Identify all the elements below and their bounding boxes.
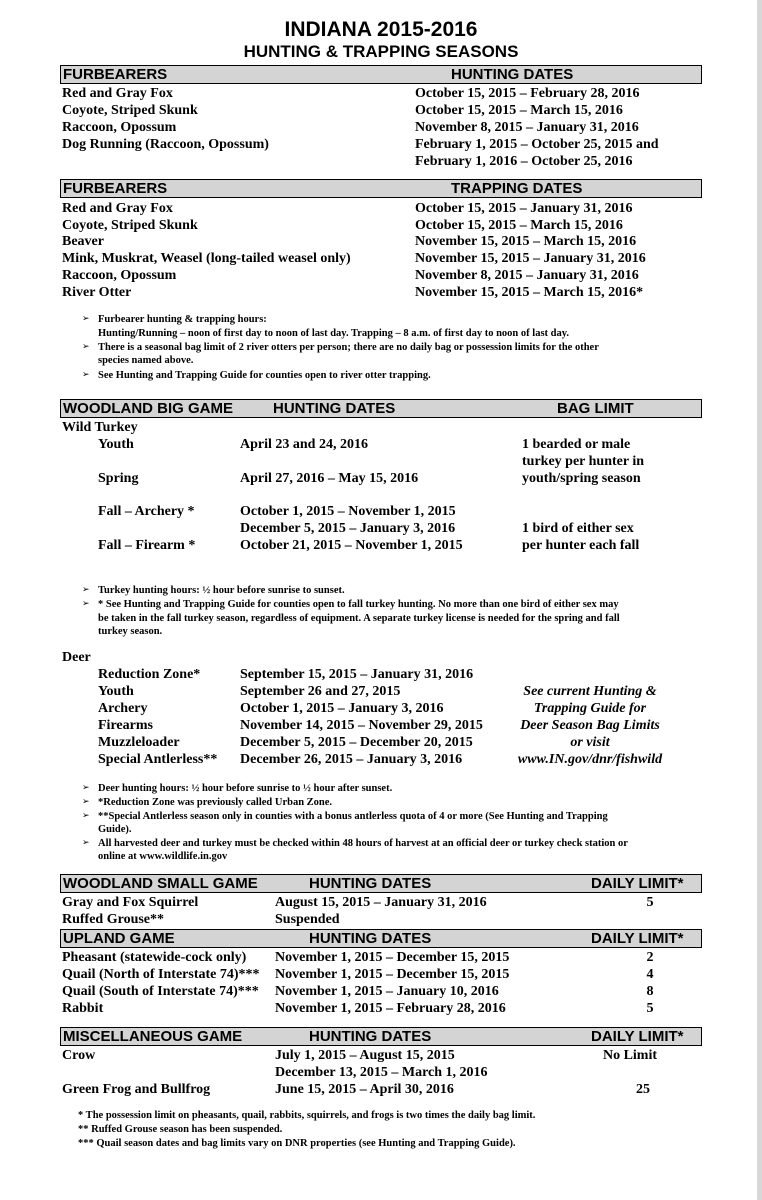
limit-cell: 1 bird of either sex <box>522 521 634 536</box>
species-cell: Dog Running (Raccoon, Opossum) <box>62 137 269 152</box>
dates-cell: April 23 and 24, 2016 <box>240 437 368 452</box>
note-line: Deer hunting hours: ½ hour before sunrise to ½ hour after sunset. <box>98 783 393 794</box>
dates-cell: October 21, 2015 – November 1, 2015 <box>240 538 463 553</box>
species-cell: Mink, Muskrat, Weasel (long-tailed weasel only) <box>62 251 351 266</box>
dates-cell: December 13, 2015 – March 1, 2016 <box>275 1065 488 1080</box>
note-line: Hunting/Running – noon of first day to noon of last day. Trapping – 8 a.m. of first day to noon of last day. <box>98 328 570 339</box>
header-dates: HUNTING DATES <box>309 1028 432 1045</box>
header-dates: HUNTING DATES <box>451 66 574 83</box>
species-cell: Crow <box>62 1048 96 1063</box>
turkey-label: Wild Turkey <box>62 420 138 435</box>
header-species: MISCELLANEOUS GAME <box>63 1028 243 1045</box>
big-game-header <box>60 399 702 418</box>
dates-cell: November 8, 2015 – January 31, 2016 <box>415 120 639 135</box>
dates-cell: November 1, 2015 – December 15, 2015 <box>275 950 510 965</box>
note-line: be taken in the fall turkey season, regardless of equipment. A separate turkey license is needed for the spring and fall <box>98 613 620 624</box>
limit-cell: Trapping Guide for <box>533 701 647 716</box>
dates-cell: August 15, 2015 – January 31, 2016 <box>275 895 487 910</box>
limit-cell: or visit <box>570 735 610 750</box>
dates-cell: October 15, 2015 – March 15, 2016 <box>415 218 623 233</box>
dates-cell: October 1, 2015 – January 3, 2016 <box>240 701 444 716</box>
species-cell: Raccoon, Opossum <box>62 120 177 135</box>
species-cell: Quail (South of Interstate 74)*** <box>62 984 259 999</box>
header-species: WOODLAND SMALL GAME <box>63 875 258 892</box>
bullet-arrow-icon: ➢ <box>82 342 90 352</box>
header-dates: TRAPPING DATES <box>451 180 583 197</box>
season-cell: Youth <box>98 684 134 699</box>
header-limit: DAILY LIMIT* <box>591 875 684 892</box>
limit-cell: per hunter each fall <box>522 538 640 553</box>
footnote: * The possession limit on pheasants, quail, rabbits, squirrels, and frogs is two times the daily bag limit. <box>78 1110 536 1121</box>
header-limit: DAILY LIMIT* <box>591 1028 684 1045</box>
page-edge <box>757 0 762 1200</box>
header-species: WOODLAND BIG GAME <box>63 400 233 417</box>
note-line: * See Hunting and Trapping Guide for counties open to fall turkey hunting. No more than one bird of either sex may <box>98 599 619 610</box>
note-line: species named above. <box>98 355 194 366</box>
page-title: INDIANA 2015-2016 <box>284 18 478 41</box>
header-species: UPLAND GAME <box>63 930 175 947</box>
dates-cell: February 1, 2015 – October 25, 2015 and <box>415 137 659 152</box>
bullet-arrow-icon: ➢ <box>82 585 90 595</box>
deer-label: Deer <box>62 650 91 665</box>
header-dates: HUNTING DATES <box>309 930 432 947</box>
dates-cell: December 5, 2015 – December 20, 2015 <box>240 735 473 750</box>
dates-cell: December 5, 2015 – January 3, 2016 <box>240 521 456 536</box>
species-cell: Raccoon, Opossum <box>62 268 177 283</box>
species-cell: Quail (North of Interstate 74)*** <box>62 967 260 982</box>
dates-cell: July 1, 2015 – August 15, 2015 <box>275 1048 455 1063</box>
limit-cell: 1 bearded or male <box>522 437 631 452</box>
season-cell: Fall – Archery * <box>98 504 195 519</box>
bullet-arrow-icon: ➢ <box>82 314 90 324</box>
bullet-arrow-icon: ➢ <box>82 838 90 848</box>
note-line: online at www.wildlife.in.gov <box>98 851 228 862</box>
header-limit: BAG LIMIT <box>557 400 634 417</box>
dates-cell: November 15, 2015 – March 15, 2016 <box>415 234 637 249</box>
upland-game-header <box>60 929 702 948</box>
season-cell: Special Antlerless** <box>98 752 218 767</box>
limit-cell: 2 <box>646 950 654 965</box>
note-line: See Hunting and Trapping Guide for counties open to river otter trapping. <box>98 370 431 381</box>
season-cell: Spring <box>98 471 139 486</box>
limit-cell: Deer Season Bag Limits <box>520 718 660 733</box>
misc-game-header <box>60 1027 702 1046</box>
season-cell: Muzzleloader <box>98 735 180 750</box>
limit-cell: 25 <box>636 1082 650 1097</box>
bullet-arrow-icon: ➢ <box>82 599 90 609</box>
limit-cell: turkey per hunter in <box>522 454 644 469</box>
species-cell: Red and Gray Fox <box>62 201 173 216</box>
dates-cell: October 15, 2015 – March 15, 2016 <box>415 103 623 118</box>
dates-cell: October 15, 2015 – January 31, 2016 <box>415 201 633 216</box>
season-cell: Firearms <box>98 718 153 733</box>
dnr-link[interactable]: www.IN.gov/dnr/fishwild <box>517 752 663 767</box>
season-cell: Fall – Firearm * <box>98 538 196 553</box>
note-line: There is a seasonal bag limit of 2 river otters per person; there are no daily bag or possession limits for the other <box>98 342 599 353</box>
dates-cell: December 26, 2015 – January 3, 2016 <box>240 752 463 767</box>
header-species: FURBEARERS <box>63 180 168 197</box>
dates-cell: November 1, 2015 – January 10, 2016 <box>275 984 499 999</box>
species-cell: River Otter <box>62 285 132 300</box>
dates-cell: February 1, 2016 – October 25, 2016 <box>415 154 633 169</box>
species-cell: Rabbit <box>62 1001 104 1016</box>
header-dates: HUNTING DATES <box>273 400 396 417</box>
note-line: Furbearer hunting & trapping hours: <box>98 314 267 325</box>
species-cell: Green Frog and Bullfrog <box>62 1082 211 1097</box>
dates-cell: September 15, 2015 – January 31, 2016 <box>240 667 474 682</box>
page-subtitle: HUNTING & TRAPPING SEASONS <box>243 42 519 61</box>
limit-cell: youth/spring season <box>522 471 641 486</box>
dates-cell: November 1, 2015 – December 15, 2015 <box>275 967 510 982</box>
bullet-arrow-icon: ➢ <box>82 783 90 793</box>
limit-cell: 5 <box>646 895 654 910</box>
dates-cell: November 8, 2015 – January 31, 2016 <box>415 268 639 283</box>
season-cell: Reduction Zone* <box>98 667 201 682</box>
species-cell: Beaver <box>62 234 104 249</box>
dates-cell: June 15, 2015 – April 30, 2016 <box>275 1082 454 1097</box>
limit-cell: 4 <box>646 967 654 982</box>
note-line: **Special Antlerless season only in counties with a bonus antlerless quota of 4 or more (See Hunting and Trapping <box>98 811 608 822</box>
note-line: Turkey hunting hours: ½ hour before sunrise to sunset. <box>98 585 345 596</box>
limit-cell: 8 <box>646 984 654 999</box>
species-cell: Ruffed Grouse** <box>62 912 165 927</box>
species-cell: Coyote, Striped Skunk <box>62 103 198 118</box>
limit-cell: See current Hunting & <box>523 684 657 699</box>
dates-cell: November 1, 2015 – February 28, 2016 <box>275 1001 506 1016</box>
footnote: ** Ruffed Grouse season has been suspended. <box>78 1124 283 1135</box>
species-cell: Red and Gray Fox <box>62 86 173 101</box>
species-cell: Gray and Fox Squirrel <box>62 895 199 910</box>
bullet-arrow-icon: ➢ <box>82 811 90 821</box>
species-cell: Pheasant (statewide-cock only) <box>62 950 247 965</box>
header-dates: HUNTING DATES <box>309 875 432 892</box>
season-cell: Youth <box>98 437 134 452</box>
furbearers-trapping-header <box>60 179 702 198</box>
limit-cell: No Limit <box>602 1048 658 1063</box>
dates-cell: April 27, 2016 – May 15, 2016 <box>240 471 419 486</box>
species-cell: Coyote, Striped Skunk <box>62 218 198 233</box>
dates-cell: November 14, 2015 – November 29, 2015 <box>240 718 483 733</box>
bullet-arrow-icon: ➢ <box>82 797 90 807</box>
note-line: turkey season. <box>98 626 163 637</box>
dates-cell: September 26 and 27, 2015 <box>240 684 401 699</box>
bullet-arrow-icon: ➢ <box>82 370 90 380</box>
furbearers-hunting-header <box>60 65 702 84</box>
season-cell: Archery <box>98 701 148 716</box>
footnote: *** Quail season dates and bag limits vary on DNR properties (see Hunting and Trapping Guide). <box>78 1138 516 1149</box>
dates-cell: Suspended <box>275 912 340 927</box>
limit-cell: 5 <box>646 1001 654 1016</box>
header-limit: DAILY LIMIT* <box>591 930 684 947</box>
dates-cell: October 15, 2015 – February 28, 2016 <box>415 86 640 101</box>
header-species: FURBEARERS <box>63 66 168 83</box>
note-line: All harvested deer and turkey must be checked within 48 hours of harvest at an official deer or turkey check station or <box>98 838 628 849</box>
dates-cell: November 15, 2015 – March 15, 2016* <box>415 285 644 300</box>
small-game-header <box>60 874 702 893</box>
dates-cell: November 15, 2015 – January 31, 2016 <box>415 251 646 266</box>
note-line: *Reduction Zone was previously called Urban Zone. <box>98 797 333 808</box>
note-line: Guide). <box>98 824 132 835</box>
dates-cell: October 1, 2015 – November 1, 2015 <box>240 504 456 519</box>
